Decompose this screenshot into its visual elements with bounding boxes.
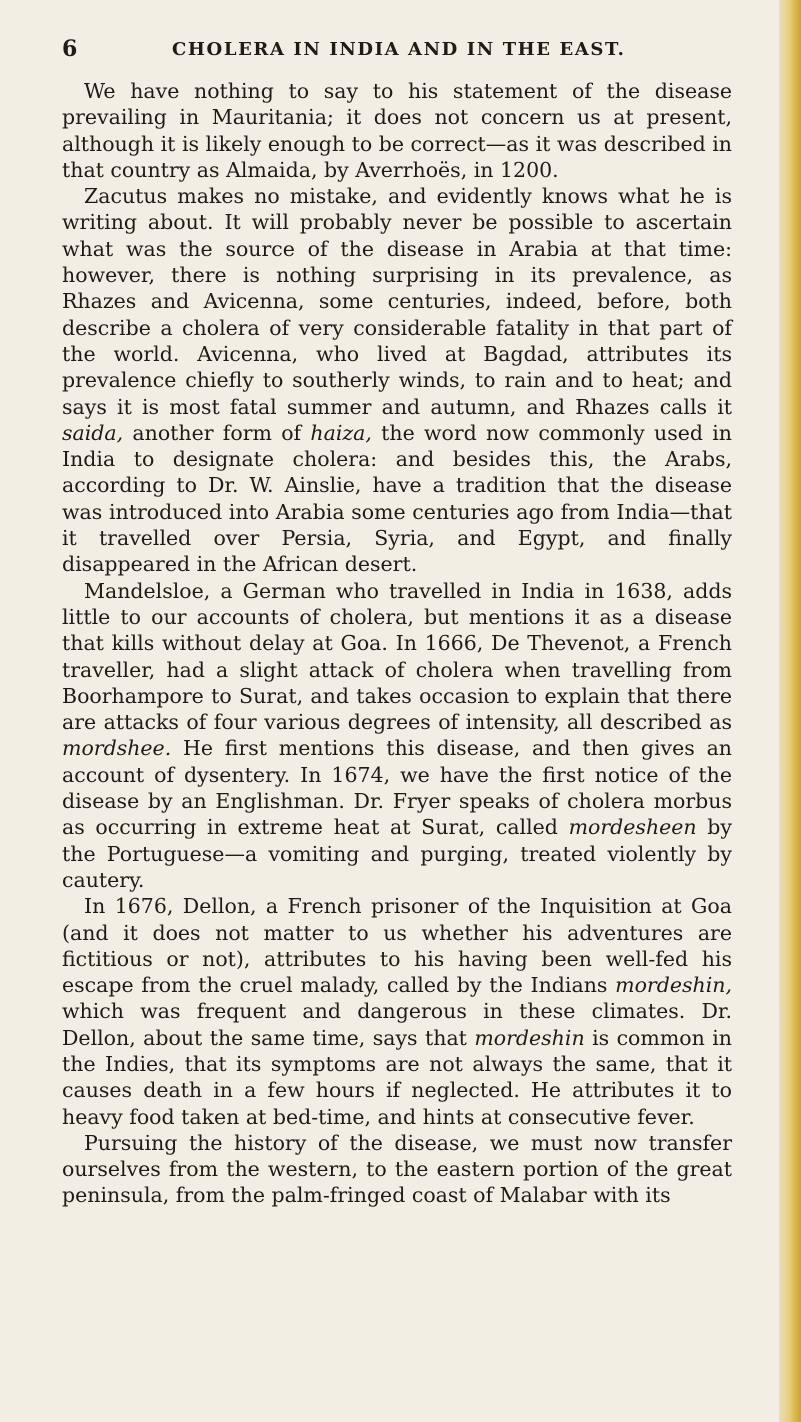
page-edge — [779, 0, 801, 1422]
page-header — [62, 36, 742, 66]
italic-term: haiza, — [310, 420, 372, 445]
text-span: which was frequent and dangerous in these climates. Dr. Dellon, about the same time, says that — [62, 999, 732, 1050]
running-head: CHOLERA IN INDIA AND IN THE EAST. — [172, 39, 626, 60]
paragraph — [62, 893, 732, 1130]
text-span: Mandelsloe, a German who travelled in India in 1638, adds little to our accounts of cholera, but mentions it as a disease that kills without delay at Goa. In 1666, De Thevenot, a French traveller, had a slight attack of cholera when travelling from Boorhampore to Surat, and takes occasion to explain that there are attacks of four various degrees of intensity, all described as — [62, 578, 732, 735]
text-span: In 1676, Dellon, a French prisoner of the Inquisition at Goa (and it does not matter to us whether his adventures are fictitious or not), attributes to his having been well-fed his escape from the cruel malady, called by the Indians — [62, 894, 732, 998]
italic-term: saida, — [62, 420, 124, 445]
paragraph — [62, 1130, 732, 1209]
italic-term: mordeshin, — [615, 973, 732, 998]
text-span: by the Portuguese—a vomiting and purging, treated violently by cautery. — [62, 815, 732, 892]
text-span: Zacutus makes no mistake, and evidently knows what he is writing about. It will probably never be possible to ascertain what was the source of the disease in Arabia at that time: however, there is nothing surprising in its prevalence, as Rhazes and Avicenna, some centuries, indeed, before, both describe a cholera of very considerable fatality in that part of the world. Avicenna, who lived at Bagdad, attributes its prevalence chiefly to southerly winds, to rain and to heat; and says it is most fatal summer and autumn, and Rhazes calls it — [62, 184, 732, 419]
text-span: another form of — [123, 420, 311, 445]
body-text — [62, 78, 732, 1209]
text-span: the word now commonly used in India to designate cholera: and besides this, the Arabs, according to Dr. W. Ainslie, have a tradition that the disease was introduced into Arabia some centuries ago from India—that it travelled over Persia, Syria, and Egypt, and finally disappeared in the African desert. — [62, 420, 732, 577]
paragraph — [62, 183, 732, 577]
text-span: is common in the Indies, that its symptoms are not always the same, that it causes death in a few hours if neglected. He attributes it to heavy food taken at bed-time, and hints at consecutive fever. — [62, 1025, 732, 1129]
text-span: He first mentions this disease, and then gives an account of dysentery. In 1674, we have the first notice of the disease by an Englishman. Dr. Fryer speaks of cholera morbus as occurring in extreme heat at Surat, called — [62, 736, 732, 840]
italic-term: mordshee. — [62, 736, 172, 761]
page-number: 6 — [62, 36, 79, 62]
italic-term: mordeshin — [474, 1025, 585, 1050]
text-span: Pursuing the history of the disease, we must now transfer ourselves from the western, to the eastern portion of the great peninsula, from the palm-fringed coast of Malabar with its — [62, 1130, 732, 1208]
paragraph — [62, 78, 732, 183]
paragraph — [62, 578, 732, 894]
text-span: We have nothing to say to his statement of the disease prevailing in Mauritania; it does not concern us at present, although it is likely enough to be correct—as it was described in that country as Almaida, by Averrhoës, in 1200. — [62, 79, 732, 182]
italic-term: mordesheen — [568, 815, 697, 840]
